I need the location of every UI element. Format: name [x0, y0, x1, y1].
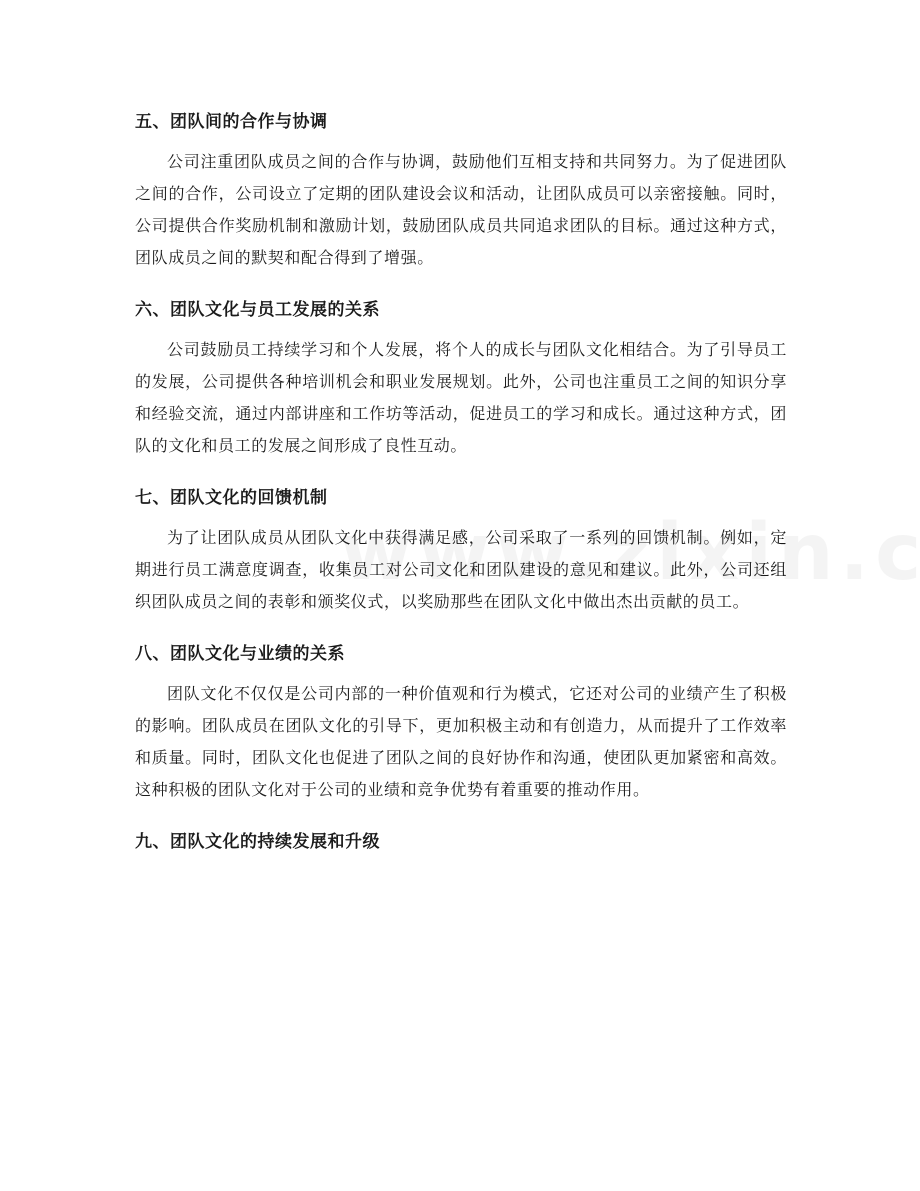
section-paragraph: 公司鼓励员工持续学习和个人发展，将个人的成长与团队文化相结合。为了引导员工的发展，公司提供各种培训机会和职业发展规划。此外，公司也注重员工之间的知识分享和经验交流，通过内部讲座和工作坊等活动，促进员工的学习和成长。通过这种方式，团队的文化和员工的发展之间形成了良性互动。 [135, 340, 787, 455]
section-paragraph: 团队文化不仅仅是公司内部的一种价值观和行为模式，它还对公司的业绩产生了积极的影响。团队成员在团队文化的引导下，更加积极主动和有创造力，从而提升了工作效率和质量。同时，团队文化也促进了团队之间的良好协作和沟通，使团队更加紧密和高效。这种积极的团队文化对于公司的业绩和竞争优势有着重要的推动作用。 [135, 684, 787, 799]
section-heading: 五、团队间的合作与协调 [135, 112, 328, 132]
section-heading: 七、团队文化的回馈机制 [135, 488, 328, 508]
section-heading: 九、团队文化的持续发展和升级 [135, 832, 380, 852]
section-paragraph: 公司注重团队成员之间的合作与协调，鼓励他们互相支持和共同努力。为了促进团队之间的合作，公司设立了定期的团队建设会议和活动，让团队成员可以亲密接触。同时，公司提供合作奖励机制和激励计划，鼓励团队成员共同追求团队的目标。通过这种方式，团队成员之间的默契和配合得到了增强。 [135, 152, 787, 267]
section-heading: 六、团队文化与员工发展的关系 [135, 300, 380, 320]
document-content [135, 106, 787, 866]
section-heading: 八、团队文化与业绩的关系 [135, 644, 345, 664]
section-paragraph: 为了让团队成员从团队文化中获得满足感，公司采取了一系列的回馈机制。例如，定期进行员工满意度调查，收集员工对公司文化和团队建设的意见和建议。此外，公司还组织团队成员之间的表彰和颁奖仪式，以奖励那些在团队文化中做出杰出贡献的员工。 [135, 528, 787, 611]
